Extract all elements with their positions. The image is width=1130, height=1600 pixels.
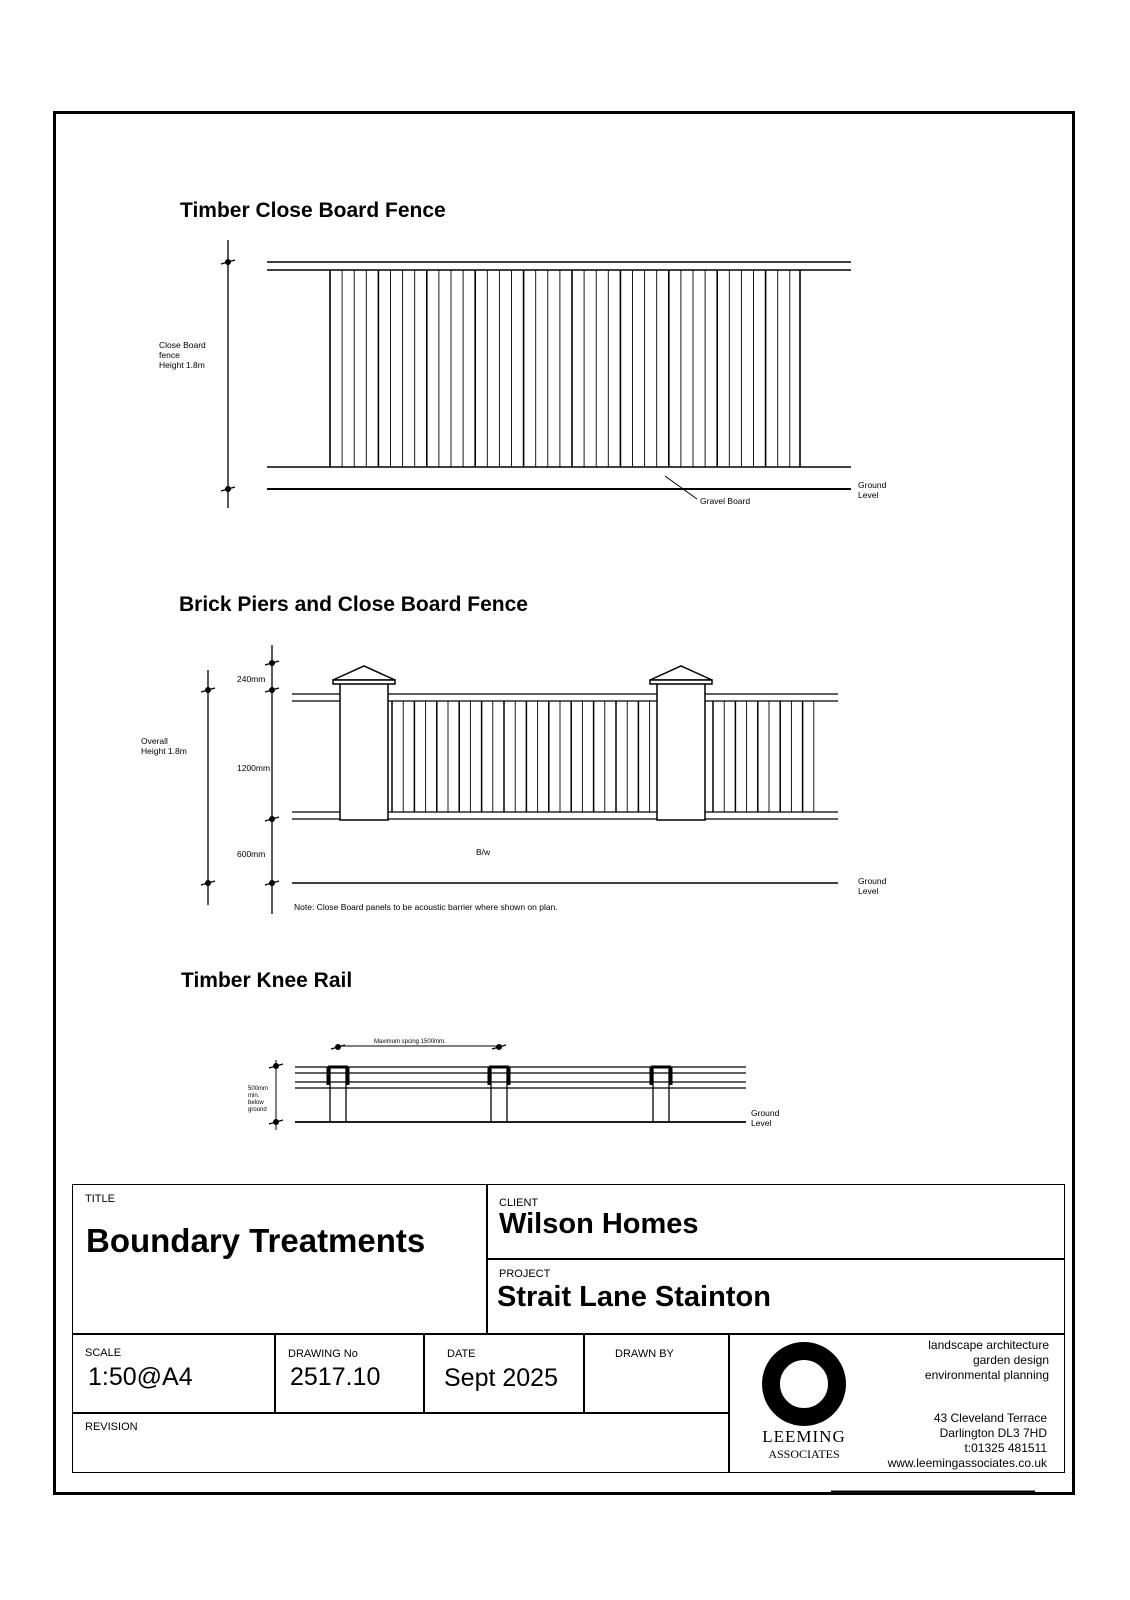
drawn-by-label: DRAWN BY [615, 1348, 674, 1360]
close-board-fence-elevation [221, 240, 851, 508]
dim-240-label: 240mm [237, 674, 266, 684]
tb-divider [274, 1333, 276, 1413]
tb-divider [583, 1333, 585, 1413]
close-board-title: Timber Close Board Fence [180, 199, 446, 222]
tb-divider [486, 1258, 1065, 1260]
ground-level-label-2: Ground Level [858, 876, 887, 896]
address-line: t:01325 481511 [964, 1441, 1047, 1455]
pier-cap [650, 666, 712, 680]
logo-name: LEEMING [762, 1427, 846, 1446]
scale-value: 1:50@A4 [88, 1363, 193, 1391]
brick-pier [340, 683, 388, 820]
dimension-node [496, 1044, 502, 1050]
max-spacing-label: Maximum spcing 1500mm. [374, 1039, 446, 1045]
pier-cap-base [333, 680, 395, 684]
service-item: landscape architecture [928, 1338, 1049, 1352]
brick-pier-fence-elevation [201, 645, 838, 914]
bw-label: B/w [476, 847, 491, 857]
logo-subtitle: ASSOCIATES [768, 1447, 840, 1461]
knee-rail-title: Timber Knee Rail [181, 969, 353, 992]
gravel-board-leader [665, 476, 697, 499]
brick-piers-title: Brick Piers and Close Board Fence [179, 593, 528, 616]
project-name: Strait Lane Stainton [497, 1281, 771, 1313]
dimension-node [205, 687, 211, 693]
service-item: environmental planning [924, 1368, 1049, 1382]
overall-height-label: Overall Height 1.8m [141, 736, 187, 756]
ground-level-label-3: Ground Level [751, 1108, 780, 1128]
tb-divider [73, 1412, 729, 1414]
dimension-node [269, 660, 275, 666]
drawing-no-value: 2517.10 [290, 1363, 381, 1391]
client-name: Wilson Homes [499, 1208, 699, 1240]
address-block [888, 1411, 1047, 1471]
project-label: PROJECT [499, 1268, 551, 1280]
tb-divider [423, 1333, 425, 1413]
revision-label: REVISION [85, 1421, 138, 1433]
service-item: garden design [972, 1353, 1049, 1367]
services-list [925, 1338, 1049, 1383]
address-line: www.leemingassociates.co.uk [887, 1456, 1047, 1470]
drawing-title: Boundary Treatments [86, 1222, 426, 1259]
date-value: Sept 2025 [444, 1364, 558, 1392]
dim-1200-label: 1200mm [237, 763, 271, 773]
dimension-node [269, 880, 275, 886]
gravel-board-label: Gravel Board [700, 496, 751, 506]
dimension-node [273, 1063, 279, 1069]
brick-pier [657, 683, 705, 820]
ground-level-label-1: Ground Level [858, 480, 887, 500]
dimension-node [269, 687, 275, 693]
acoustic-note: Note: Close Board panels to be acoustic barrier where shown on plan. [294, 902, 558, 912]
date-label: DATE [447, 1348, 476, 1360]
dimension-node [269, 816, 275, 822]
address-line: Darlington DL3 7HD [939, 1426, 1047, 1440]
tb-divider [73, 1333, 1065, 1335]
scale-label: SCALE [85, 1347, 122, 1359]
pier-cap-base [650, 680, 712, 684]
knee-rail-elevation [269, 1044, 746, 1130]
tb-divider [728, 1333, 730, 1473]
title-label: TITLE [85, 1193, 115, 1205]
client-label: CLIENT [499, 1197, 539, 1209]
address-line: 43 Cleveland Terrace [933, 1411, 1047, 1425]
dimension-node [225, 486, 231, 492]
title-block [72, 1184, 1065, 1473]
close-board-height-label: Close Board fence Height 1.8m [159, 340, 206, 370]
leeming-logo-icon [759, 1339, 849, 1429]
dimension-node [273, 1119, 279, 1125]
drawing-no-label: DRAWING No [288, 1348, 358, 1360]
dim-600-label: 600mm [237, 849, 266, 859]
dimension-node [335, 1044, 341, 1050]
dimension-node [205, 880, 211, 886]
dimension-node [225, 259, 231, 265]
pier-cap [333, 666, 395, 680]
post-depth-label: 500mm min. below ground [248, 1086, 269, 1113]
